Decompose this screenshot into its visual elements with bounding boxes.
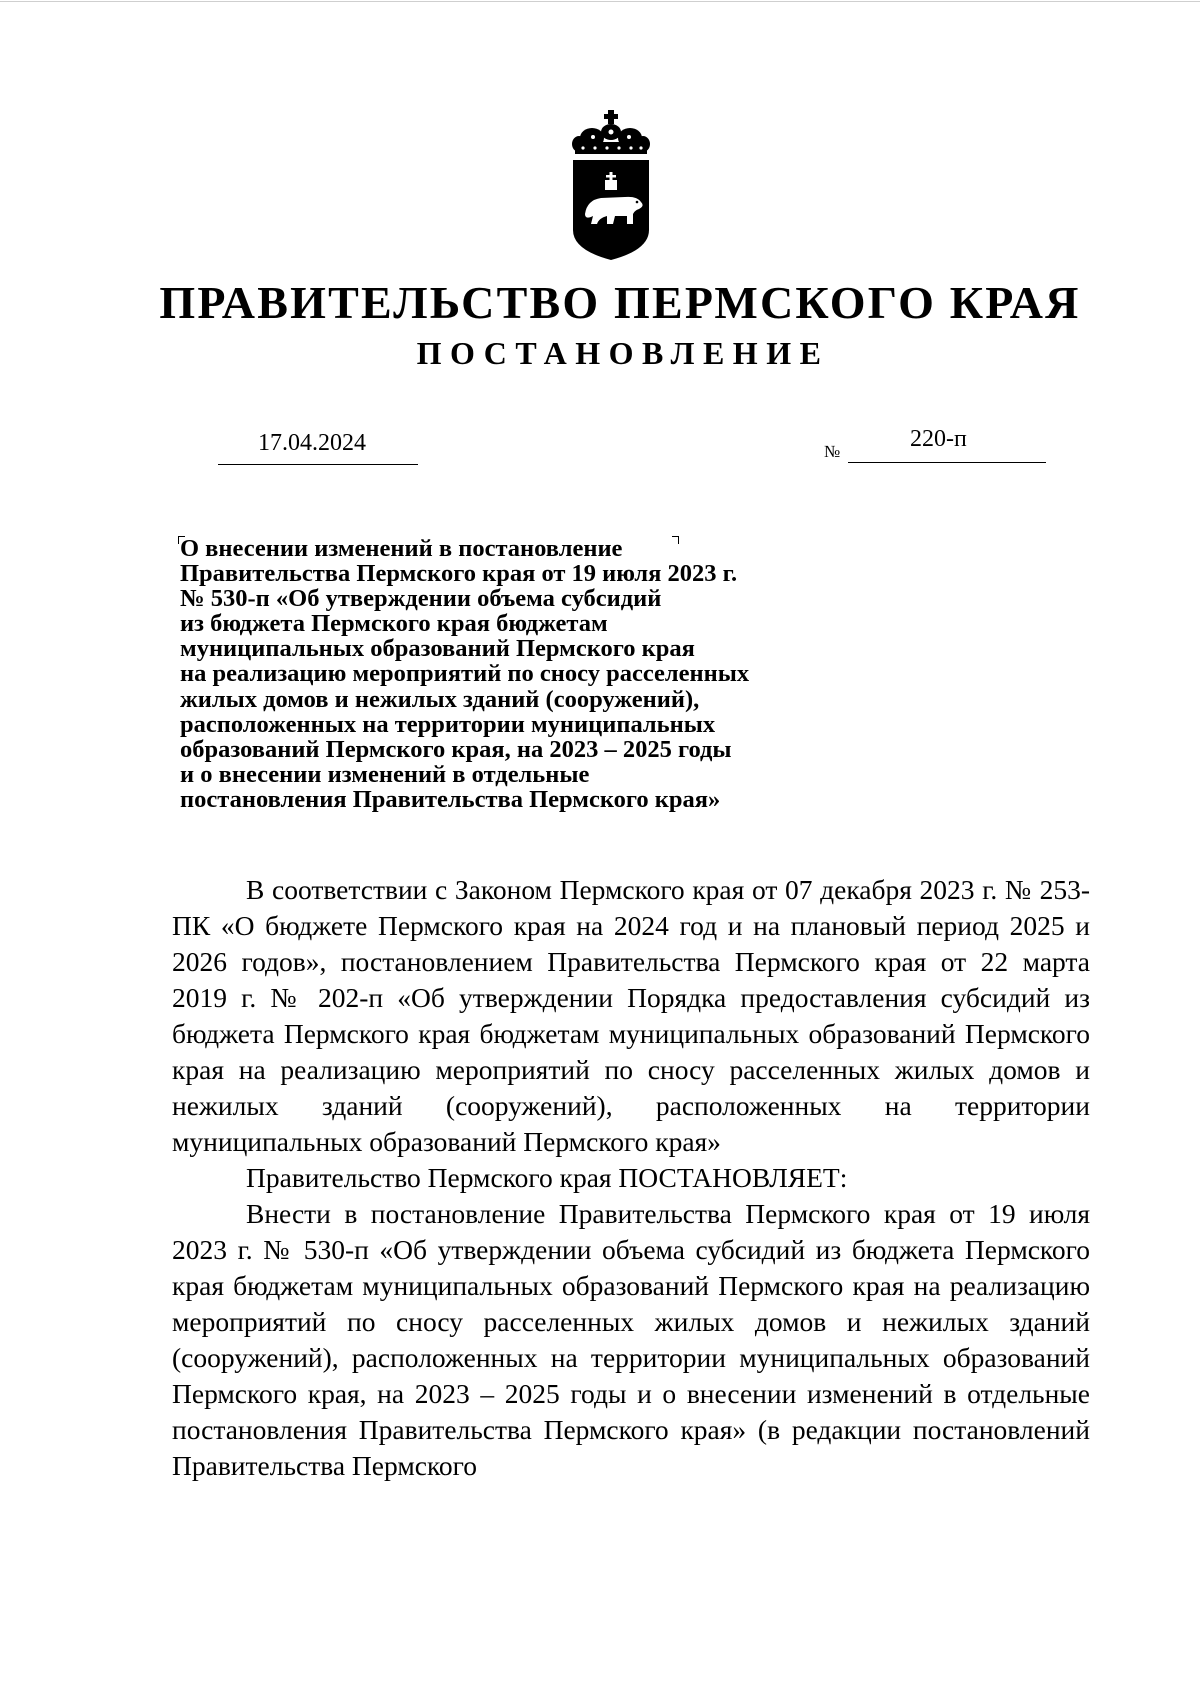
heading-line: постановления Правительства Пермского края»: [180, 785, 721, 813]
heading-line: на реализацию мероприятий по сносу расселенных: [180, 660, 750, 688]
resolves-paragraph: Правительство Пермского края ПОСТАНОВЛЯЕТ:: [246, 1162, 848, 1193]
document-number: 220-п: [910, 426, 967, 452]
heading-line: образований Пермского края, на 2023 – 2025 годы: [180, 735, 732, 763]
number-sign: №: [824, 442, 841, 461]
heading-line: расположенных на территории муниципальных: [180, 710, 716, 738]
document-heading: [180, 536, 880, 812]
heading-line: муниципальных образований Пермского края: [180, 635, 695, 663]
heading-line: и о внесении изменений в отдельные: [180, 760, 590, 788]
document-date: 17.04.2024: [258, 430, 366, 456]
heading-line: Правительства Пермского края от 19 июля 2023 г.: [180, 560, 738, 588]
scan-edge-line: [0, 1, 1200, 2]
document-type: ПОСТАНОВЛЕНИЕ: [416, 335, 830, 371]
document-body: [172, 872, 1090, 1484]
perm-krai-coat-of-arms-icon: [567, 110, 655, 260]
preamble-paragraph: В соответствии с Законом Пермского края от 07 декабря 2023 г. № 253-ПК «О бюджете Пермского края на 2024 год и на плановый период 2025 и 2026 годов», постановлением Правительства Пермского края от 22 марта 2019 г. № 202-п «Об утверждении Порядка предоставления субсидий из бюджета Пермского края бюджетам муниципальных образований Пермского края на реализацию мероприятий по сносу расселенных жилых домов и нежилых зданий (сооружений), расположенных на территории муниципальных образований Пермского края»: [172, 874, 1090, 1157]
item-paragraph: Внести в постановление Правительства Пермского края от 19 июля 2023 г. № 530-п «Об утверждении объема субсидий из бюджета Пермского края бюджетам муниципальных образований Пермского края на реализацию мероприятий по сносу расселенных жилых домов и нежилых зданий (сооружений), расположенных на территории муниципальных образований Пермского края, на 2023 – 2025 годы и о внесении изменений в отдельные постановления Правительства Пермского края» (в редакции постановлений Правительства Пермского: [172, 1198, 1090, 1481]
organization-title: ПРАВИТЕЛЬСТВО ПЕРМСКОГО КРАЯ: [159, 277, 1081, 328]
heading-line: № 530-п «Об утверждении объема субсидий: [180, 585, 662, 613]
number-field: [848, 424, 1046, 463]
date-field: [218, 426, 418, 465]
heading-line: жилых домов и нежилых зданий (сооружений),: [180, 685, 700, 713]
heading-line: О внесении изменений в постановление: [180, 535, 623, 562]
heading-line: из бюджета Пермского края бюджетам: [180, 610, 608, 638]
